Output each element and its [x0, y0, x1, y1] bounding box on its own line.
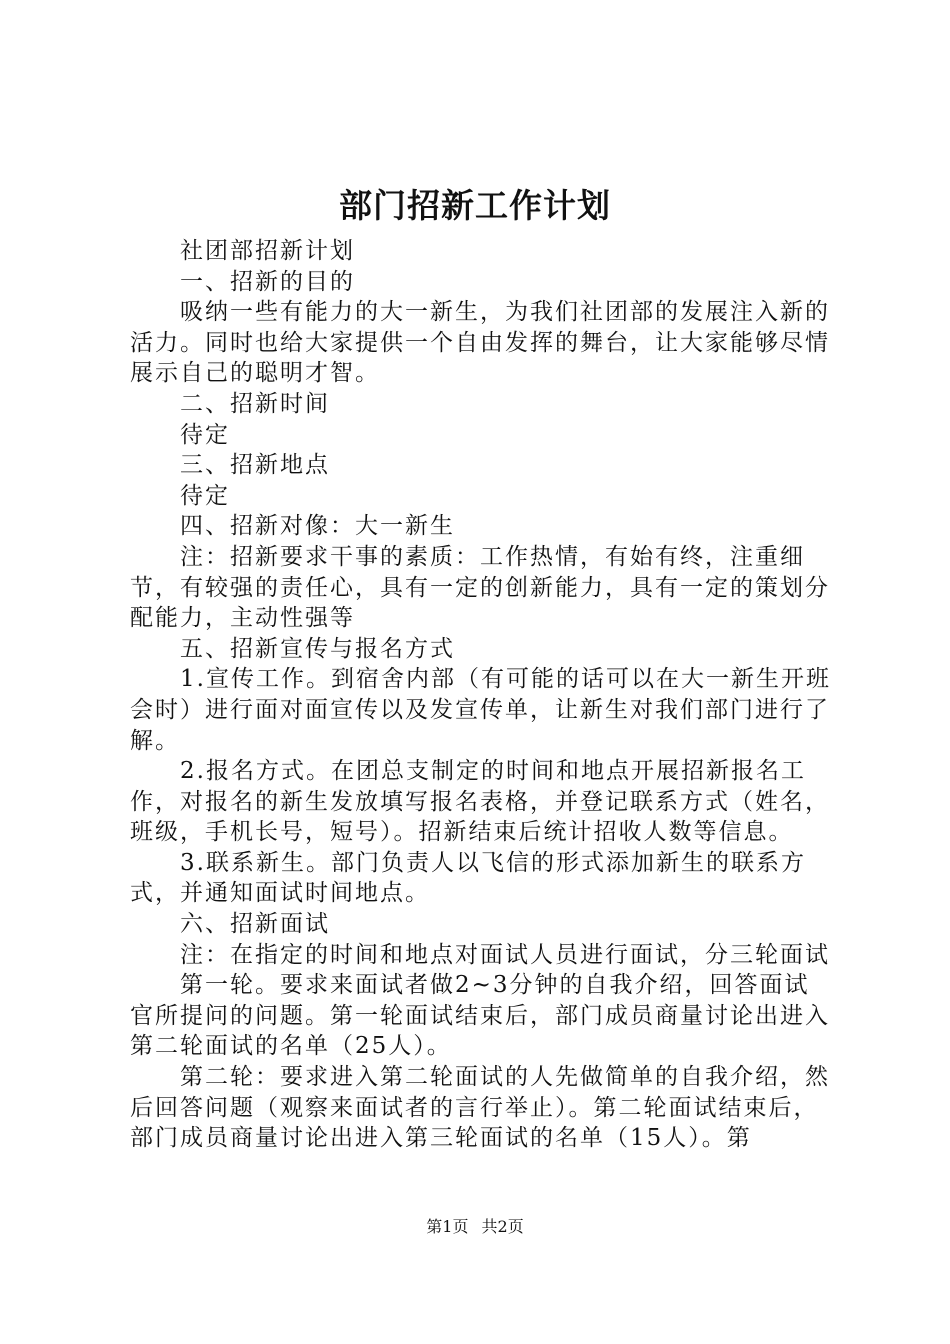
paragraph-purpose: 吸纳一些有能力的大一新生，为我们社团部的发展注入新的活力。同时也给大家提供一个自由发挥的舞台，让大家能够尽情展示自己的聪明才智。: [130, 299, 830, 387]
document-title: 部门招新工作计划: [339, 186, 611, 225]
paragraph-interview-round-1: 第一轮。要求来面试者做2~3分钟的自我介绍，回答面试官所提问的问题。第一轮面试结束后，部门成员商量讨论出进入第二轮面试的名单（25人）。: [130, 972, 830, 1060]
paragraph-location: 待定: [180, 482, 230, 509]
section-heading-publicity: 五、招新宣传与报名方式: [180, 635, 455, 662]
section-heading-target: 四、招新对像：大一新生: [180, 513, 455, 540]
page-number-current: 第1页: [426, 1217, 469, 1236]
paragraph-publicity-item-1: 1.宣传工作。到宿舍内部（有可能的话可以在大一新生开班会时）进行面对面宣传以及发宣传单，让新生对我们部门进行了解。: [130, 666, 831, 754]
section-heading-location: 三、招新地点: [180, 452, 330, 479]
section-heading-interview: 六、招新面试: [180, 911, 330, 938]
page-footer: [0, 1216, 950, 1238]
paragraph-interview-round-2: 第二轮：要求进入第二轮面试的人先做简单的自我介绍，然后回答问题（观察来面试者的言行举止）。第二轮面试结束后，部门成员商量讨论出进入第三轮面试的名单（15人）。第: [130, 1064, 830, 1152]
section-heading-purpose: 一、招新的目的: [180, 268, 355, 295]
paragraph-requirements-note: 注：招新要求干事的素质：工作热情，有始有终，注重细节，有较强的责任心，具有一定的创新能力，具有一定的策划分配能力，主动性强等: [130, 543, 830, 632]
paragraph-publicity-item-3: 3.联系新生。部门负责人以飞信的形式添加新生的联系方式，并通知面试时间地点。: [130, 849, 806, 907]
paragraph-time: 待定: [180, 421, 230, 448]
paragraph-interview-note: 注：在指定的时间和地点对面试人员进行面试，分三轮面试: [180, 941, 830, 968]
paragraph-publicity-item-2: 2.报名方式。在团总支制定的时间和地点开展招新报名工作，对报名的新生发放填写报名表格，并登记联系方式（姓名，班级，手机长号，短号）。招新结束后统计招收人数等信息。: [130, 758, 830, 846]
document-body: [130, 236, 834, 1154]
section-heading-time: 二、招新时间: [180, 390, 330, 417]
paragraph-subtitle: 社团部招新计划: [180, 238, 355, 264]
page-number-total: 共2页: [481, 1217, 524, 1236]
